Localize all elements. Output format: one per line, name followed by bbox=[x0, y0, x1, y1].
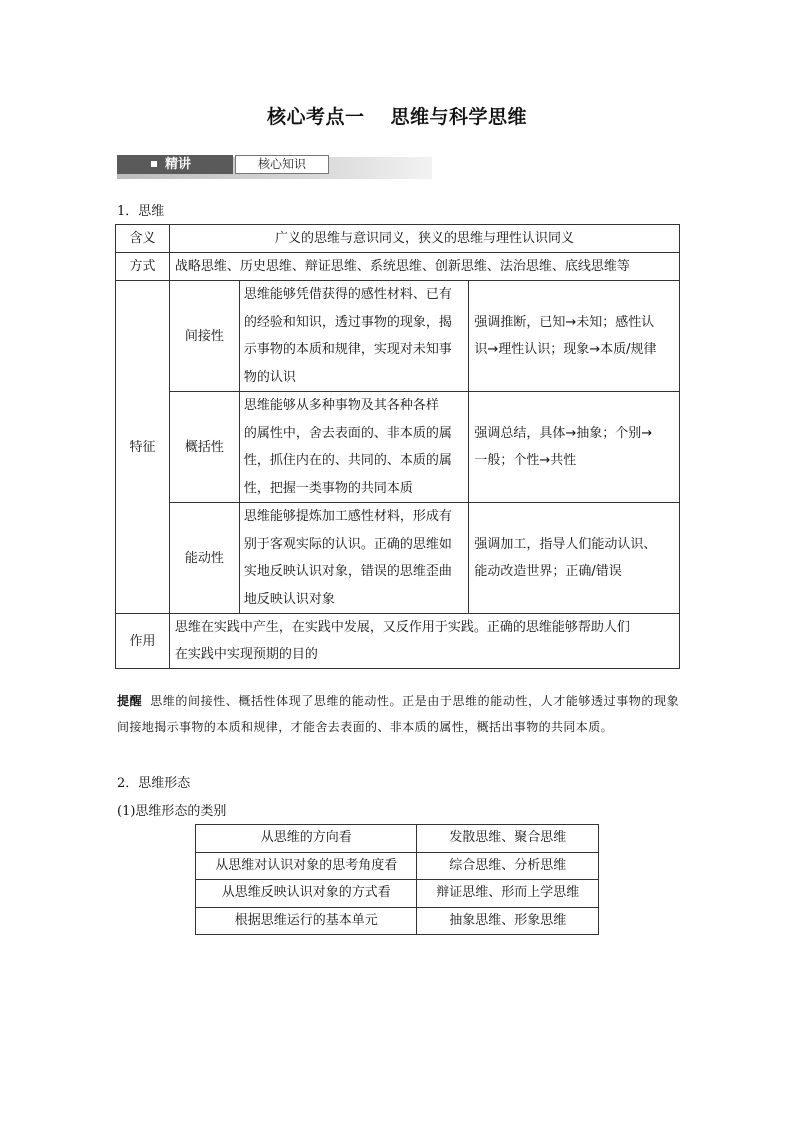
tip-paragraph bbox=[117, 688, 679, 740]
feature-name: 间接性 bbox=[169, 281, 239, 392]
table-cell-types: 发散思维、聚合思维 bbox=[417, 825, 599, 853]
row-label-meaning: 含义 bbox=[116, 225, 170, 253]
feature-note: 强调推断，已知→未知；感性认 识→理性认识；现象→本质/规律 bbox=[469, 281, 680, 392]
feature-description: 思维能够凭借获得的感性材料、已有 的经验和知识，透过事物的现象，揭 示事物的本质和规律，实现对未知事 物的认识 bbox=[239, 281, 469, 392]
feature-note: 强调加工，指导人们能动认识、 能动改造世界；正确/错误 bbox=[469, 503, 680, 614]
table-cell-basis: 从思维反映认识对象的方式看 bbox=[196, 880, 417, 908]
tip-text: 思维的间接性、概括性体现了思维的能动性。正是由于思维的能动性，人才能够透过事物的现象间接地揭示事物的本质和规律，才能舍去表面的、非本质的属性，概括出事物的共同本质。 bbox=[117, 694, 679, 734]
meaning-value: 广义的思维与意识同义，狭义的思维与理性认识同义 bbox=[169, 225, 679, 253]
table-cell-basis: 根据思维运行的基本单元 bbox=[196, 907, 417, 935]
table-row bbox=[196, 852, 599, 880]
table-cell-types: 综合思维、分析思维 bbox=[417, 852, 599, 880]
section-heading-forms: 2．思维形态 bbox=[117, 776, 191, 791]
feature-name: 能动性 bbox=[169, 503, 239, 614]
row-label-methods: 方式 bbox=[116, 253, 170, 281]
banner-label-light: 核心知识 bbox=[235, 155, 329, 174]
table-row bbox=[116, 503, 680, 614]
subheading-form-types: (1)思维形态的类别 bbox=[117, 804, 227, 819]
row-label-role: 作用 bbox=[116, 614, 170, 669]
section-banner bbox=[117, 155, 432, 183]
table-row bbox=[196, 880, 599, 908]
feature-name: 概括性 bbox=[169, 392, 239, 503]
row-label-features: 特征 bbox=[116, 281, 170, 614]
table-cell-types: 辩证思维、形而上学思维 bbox=[417, 880, 599, 908]
table-row bbox=[196, 907, 599, 935]
table-cell-basis: 从思维对认识对象的思考角度看 bbox=[196, 852, 417, 880]
page-title-part2: 思维与科学思维 bbox=[390, 106, 528, 128]
role-value: 思维在实践中产生，在实践中发展，又反作用于实践。正确的思维能够帮助人们 在实践中实现预期的目的 bbox=[169, 614, 679, 669]
table-row bbox=[116, 253, 680, 281]
feature-note: 强调总结，具体→抽象；个别→ 一般；个性→共性 bbox=[469, 392, 680, 503]
table-row bbox=[116, 614, 680, 669]
feature-description: 思维能够提炼加工感性材料，形成有 别于客观实际的认识。正确的思维如 实地反映认识对象，错误的思维歪曲 地反映认识对象 bbox=[239, 503, 469, 614]
tip-label: 提醒 bbox=[117, 694, 143, 708]
banner-left-label: 精讲 bbox=[165, 157, 192, 172]
thinking-table bbox=[115, 224, 680, 669]
table-row bbox=[116, 392, 680, 503]
page-title bbox=[0, 102, 794, 129]
table-row bbox=[116, 281, 680, 392]
feature-description: 思维能够从多种事物及其各种各样 的属性中，舍去表面的、非本质的属 性，抓住内在的、共同的、本质的属 性，把握一类事物的共同本质 bbox=[239, 392, 469, 503]
table-row bbox=[196, 825, 599, 853]
square-bullet-icon bbox=[151, 161, 157, 167]
page-title-part1: 核心考点一 bbox=[266, 106, 365, 128]
methods-value: 战略思维、历史思维、辩证思维、系统思维、创新思维、法治思维、底线思维等 bbox=[169, 253, 679, 281]
table-row bbox=[116, 225, 680, 253]
section-heading-thinking: 1．思维 bbox=[117, 204, 165, 219]
table-cell-basis: 从思维的方向看 bbox=[196, 825, 417, 853]
banner-label-dark bbox=[117, 155, 233, 174]
thinking-forms-table bbox=[195, 824, 599, 935]
table-cell-types: 抽象思维、形象思维 bbox=[417, 907, 599, 935]
